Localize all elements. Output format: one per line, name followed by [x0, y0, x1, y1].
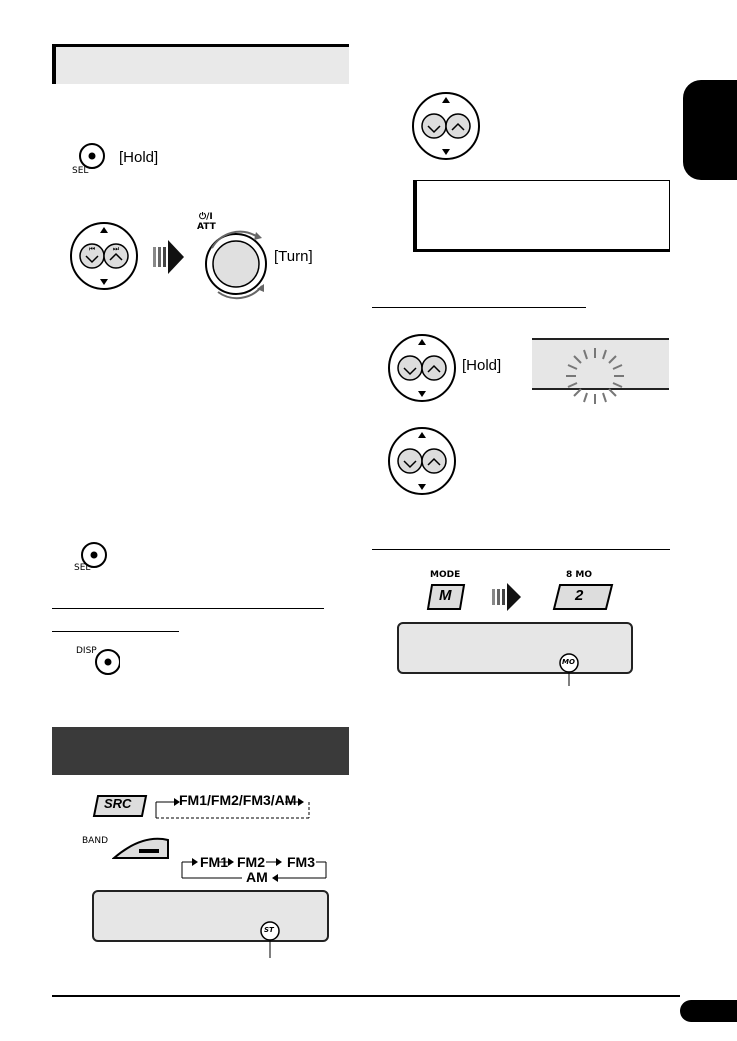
- power-att-label: ⏻/I: [199, 212, 213, 222]
- control-pad-icon-3[interactable]: [386, 332, 458, 404]
- band-fm2: FM2: [237, 854, 265, 870]
- mo-indicator: MO: [562, 658, 575, 666]
- sel-step-2: [70, 540, 110, 580]
- preset-key-label: 2: [575, 587, 584, 604]
- band-fm1: FM1: [200, 854, 228, 870]
- disp-label: DISP: [76, 646, 97, 656]
- lcd-display-st: [92, 890, 329, 942]
- band-am: AM: [246, 869, 268, 885]
- svg-text:⏮: ⏮: [88, 245, 96, 253]
- mo-preset-label: 8 MO: [566, 570, 593, 580]
- sel-label-2: SEL: [74, 563, 91, 573]
- lcd-display-mo: [397, 622, 633, 674]
- language-tab: [683, 80, 737, 180]
- disp-step: [76, 646, 120, 684]
- control-pad-icon-2[interactable]: [410, 90, 482, 162]
- att-label: ATT: [197, 222, 216, 232]
- underline-3: [372, 307, 586, 308]
- section-header-bar: [52, 44, 349, 84]
- svg-text:⏭: ⏭: [112, 245, 120, 253]
- turn-label: [Turn]: [274, 248, 313, 265]
- control-pad-icon-4[interactable]: [386, 425, 458, 497]
- page-number-tab: [680, 1000, 737, 1022]
- flashing-burst-icon: [560, 344, 630, 408]
- radio-section-header: [52, 727, 349, 775]
- band-fm3: FM3: [287, 854, 315, 870]
- hold-label-right: [Hold]: [462, 357, 502, 374]
- footer-rule: [52, 995, 680, 997]
- src-label: SRC: [104, 796, 132, 811]
- underline-2: [52, 631, 179, 632]
- volume-knob-group: [196, 212, 274, 308]
- st-indicator: ST: [264, 926, 274, 934]
- next-step-arrow-icon-2: [492, 583, 524, 611]
- control-pad-icon[interactable]: [68, 220, 140, 292]
- sel-hold-step: [70, 140, 110, 180]
- sel-label: SEL: [72, 166, 89, 176]
- underline-1: [52, 608, 324, 609]
- mode-label: MODE: [430, 570, 461, 580]
- mode-key-label: M: [439, 587, 452, 604]
- next-step-arrow-icon: [153, 240, 185, 274]
- underline-4: [372, 549, 670, 550]
- source-cycle-label: FM1/FM2/FM3/AM: [179, 792, 297, 808]
- note-box: [413, 180, 670, 252]
- hold-label: [Hold]: [119, 149, 159, 166]
- band-button-icon[interactable]: [112, 836, 172, 862]
- band-label: BAND: [82, 836, 108, 846]
